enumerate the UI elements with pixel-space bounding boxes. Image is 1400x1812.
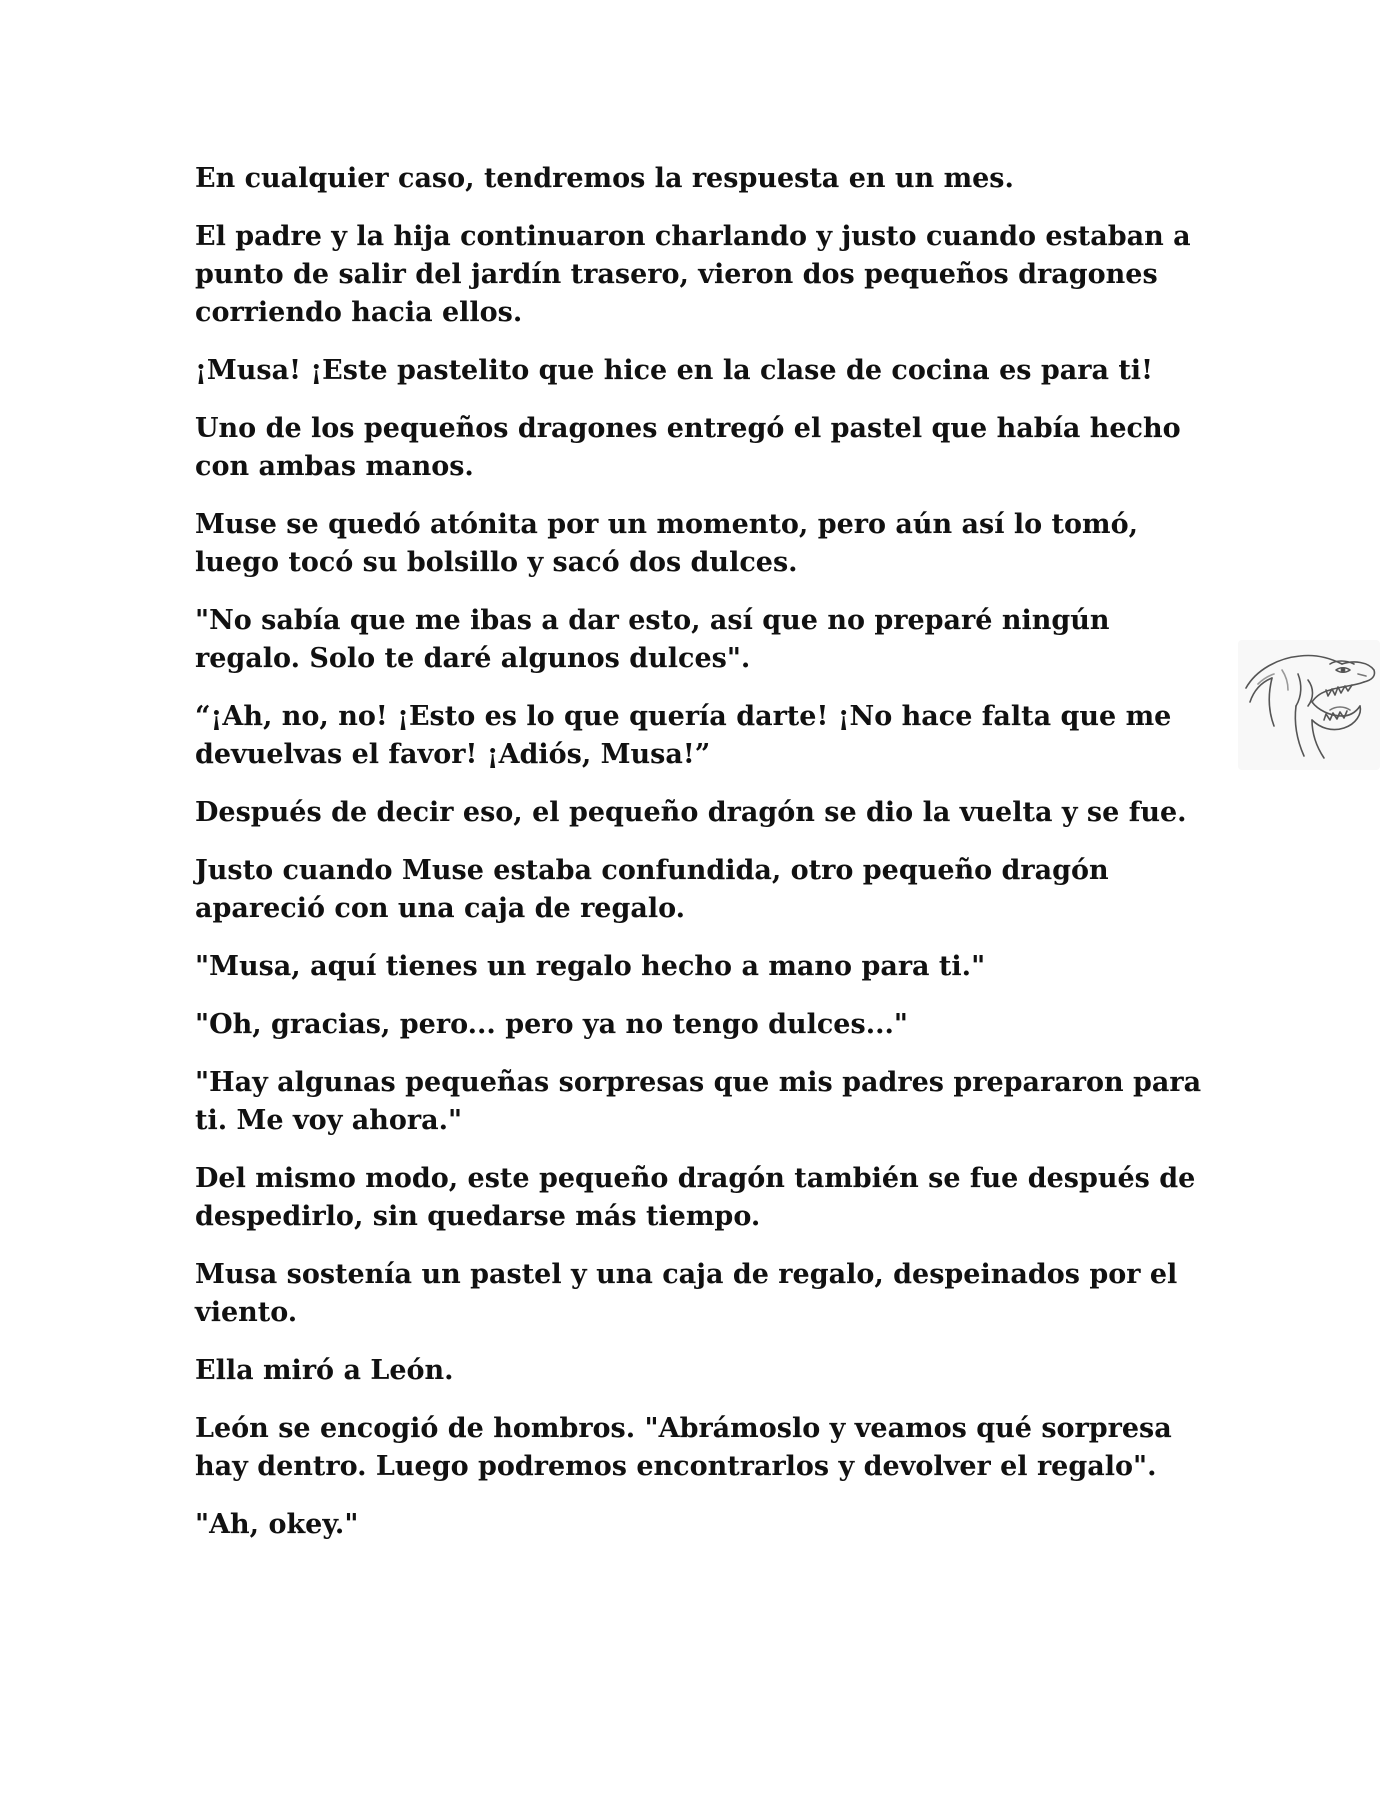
dragon-head-icon — [1238, 640, 1380, 770]
paragraph: Del mismo modo, este pequeño dragón también se fue después de despedirlo, sin quedarse más tiempo. — [195, 1163, 1196, 1232]
paragraph: Después de decir eso, el pequeño dragón se dio la vuelta y se fue. — [195, 797, 1187, 828]
paragraph: Ella miró a León. — [195, 1355, 454, 1386]
story-text — [195, 160, 1205, 1564]
paragraph: Musa sostenía un pastel y una caja de regalo, despeinados por el viento. — [195, 1259, 1178, 1328]
paragraph: Muse se quedó atónita por un momento, pero aún así lo tomó, luego tocó su bolsillo y sacó dos dulces. — [195, 509, 1139, 578]
paragraph: León se encogió de hombros. "Abrámoslo y veamos qué sorpresa hay dentro. Luego podremos encontrarlos y devolver el regalo". — [195, 1413, 1172, 1482]
paragraph: El padre y la hija continuaron charlando y justo cuando estaban a punto de salir del jardín trasero, vieron dos pequeños dragones corriendo hacia ellos. — [195, 221, 1191, 328]
paragraph: Uno de los pequeños dragones entregó el pastel que había hecho con ambas manos. — [195, 413, 1181, 482]
paragraph: "No sabía que me ibas a dar esto, así que no preparé ningún regalo. Solo te daré algunos dulces". — [195, 605, 1110, 674]
paragraph: En cualquier caso, tendremos la respuesta en un mes. — [195, 163, 1014, 194]
paragraph: ¡Musa! ¡Este pastelito que hice en la clase de cocina es para ti! — [195, 355, 1153, 386]
paragraph: "Oh, gracias, pero... pero ya no tengo dulces..." — [195, 1009, 908, 1040]
paragraph: “¡Ah, no, no! ¡Esto es lo que quería darte! ¡No hace falta que me devuelvas el favor! ¡Adiós, Musa!” — [195, 701, 1172, 770]
paragraph: "Hay algunas pequeñas sorpresas que mis padres prepararon para ti. Me voy ahora." — [195, 1067, 1202, 1136]
paragraph: Justo cuando Muse estaba confundida, otro pequeño dragón apareció con una caja de regalo. — [195, 855, 1109, 924]
paragraph: "Ah, okey." — [195, 1509, 359, 1540]
paragraph: "Musa, aquí tienes un regalo hecho a mano para ti." — [195, 951, 986, 982]
